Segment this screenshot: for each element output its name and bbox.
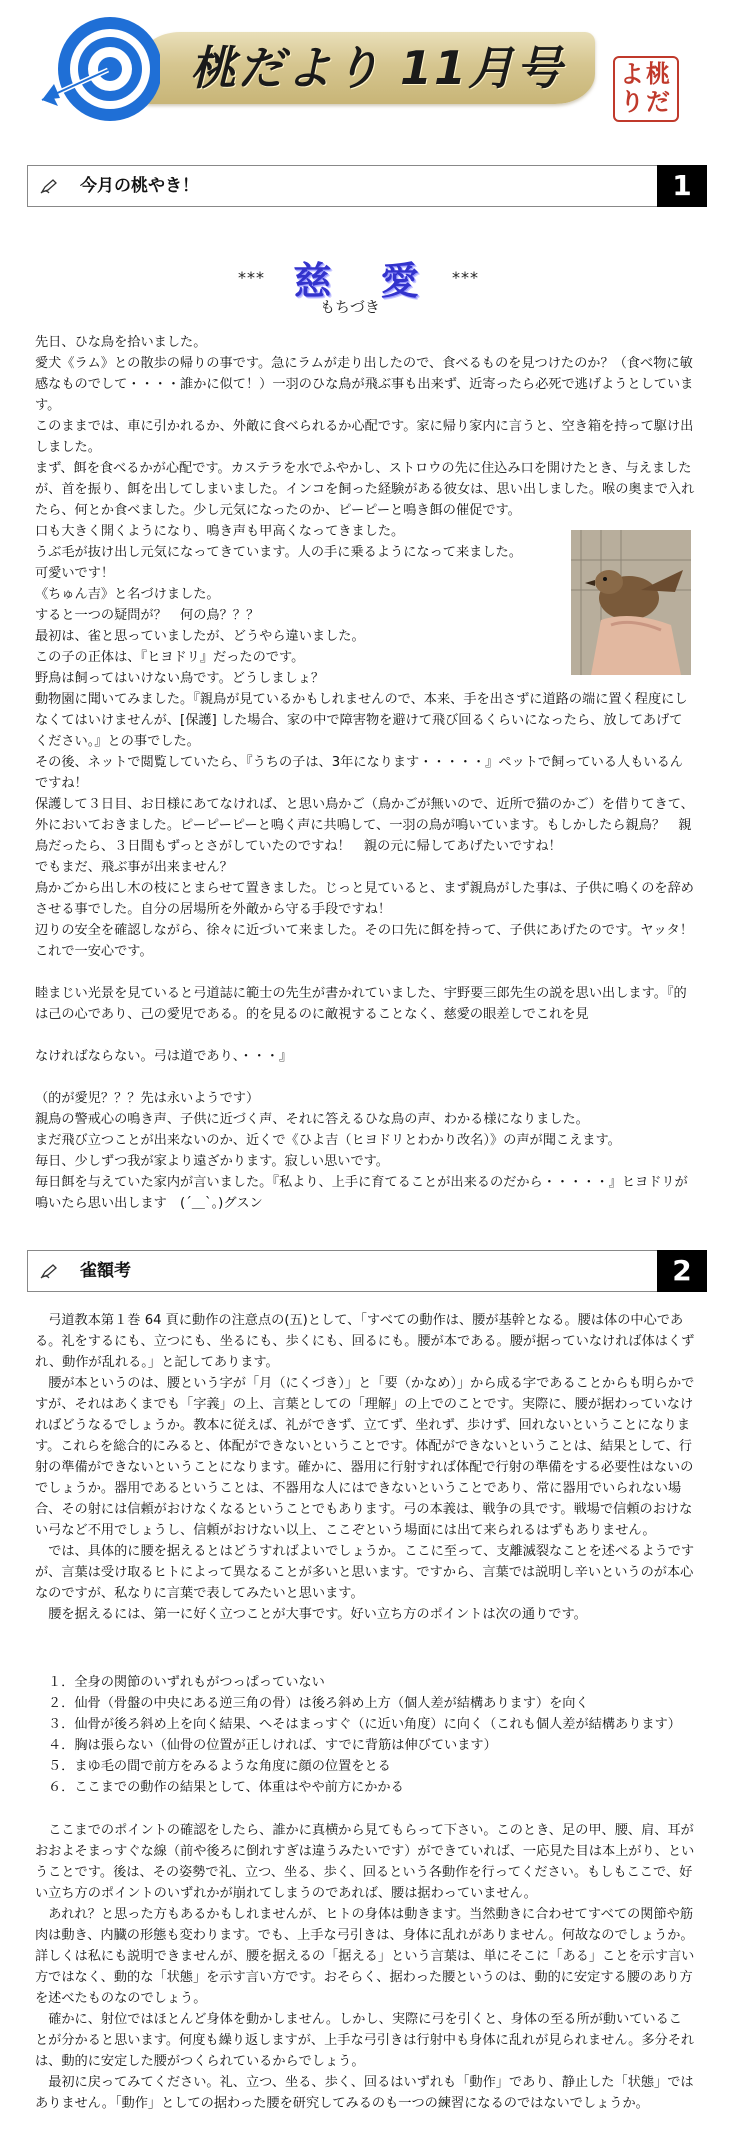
paragraph: 動物園に聞いてみました。『親鳥が見ているかもしれませんので、本来、手を出さずに道路の端に置く程度にしなくてはいけませんが、[保護] した場合、家の中で障害物を避けて飛び回るくらいになったら、放してあげてください。』との事でした。 [35, 692, 688, 749]
paragraph: このままでは、車に引かれるか、外敵に食べられるか心配です。家に帰り家内に言うと、空き箱を持って駆け出しました。 [35, 419, 694, 455]
paragraph: 確かに、射位ではほとんど身体を動かしません。しかし、実際に弓を引くと、身体の至る所が動いていることが分かると思います。何度も繰り返しますが、上手な弓引きは行射中も身体に乱れが見られません。多分それは、動的に安定した腰がつくられているからでしょう。 [35, 2012, 695, 2069]
paragraph: うぶ毛が抜け出し元気になってきています。人の手に乗るようになって来ました。可愛いです！ [35, 545, 522, 581]
list-item: １．全身の関節のいずれもがつっぱっていない [48, 1675, 325, 1690]
section-header-1 [27, 165, 707, 207]
paragraph: その後、ネットで閲覧していたら、『うちの子は、3年になります・・・・・』ペットで飼っている人もいるんですね！ [35, 755, 683, 791]
list-item: ４．胸は張らない（仙骨の位置が正しければ、すでに背筋は伸びています） [48, 1738, 497, 1753]
article-2-body-continued [35, 1820, 695, 2114]
pen-icon [40, 1263, 58, 1279]
seal-char: り [620, 87, 644, 116]
section-title: 雀額考 [80, 1261, 131, 1281]
paragraph: なければならない。弓は道であり、・・・』 [35, 1049, 293, 1064]
section-header-2 [27, 1250, 707, 1292]
paragraph: 先日、ひな鳥を拾いました。 [35, 335, 207, 350]
paragraph: では、具体的に腰を据えるとはどうすればよいでしょうか。ここに至って、支離滅裂なことを述べるようですが、言葉は受け取るヒトによって異なることが多いと思います。ですから、言葉では説明し辛いというのが本心なのですが、私なりに言葉で表してみたいと思います。 [35, 1544, 695, 1601]
paragraph: 口も大きく開くようになり、鳴き声も甲高くなってきました。 [35, 524, 405, 539]
seal-char: だ [646, 87, 670, 116]
paragraph: でもまだ、飛ぶ事が出来ません？ [35, 860, 233, 875]
paragraph: 親鳥の警戒心の鳴き声、子供に近づく声、それに答えるひな鳥の声、わかる様になりました。 [35, 1112, 589, 1127]
paragraph: この子の正体は、『ヒヨドリ』だったのです。 [35, 650, 305, 665]
seal-char: 桃 [646, 59, 670, 88]
narrow-column [35, 542, 535, 689]
paragraph: すると一つの疑問が？ 何の鳥？？？ [35, 608, 260, 623]
paragraph: 辺りの安全を確認しながら、徐々に近づいて来ました。その口先に餌を持って、子供にあげたのです。ヤッタ！これで一安心です。 [35, 923, 694, 959]
paragraph: 野鳥は飼ってはいけない鳥です。どうしましょ？ [35, 671, 325, 686]
paragraph: 睦まじい光景を見ていると弓道誌に範士の先生が書かれていました、宇野要三郎先生の説を思い出します。『的は己の心であり、己の愛児である。的を見るのに敵視することなく、慈愛の眼差しでこれを見 [35, 986, 687, 1022]
paragraph: 毎日餌を与えていた家内が言いました。『私より、上手に育てることが出来るのだから・・・・・』ヒヨドリが鳴いたら思い出します (´＿`。)グスン [35, 1175, 688, 1211]
paragraph: 腰を据えるには、第一に好く立つことが大事です。好い立ち方のポイントは次の通りです。 [48, 1607, 587, 1622]
paragraph: 腰が本というのは、腰という字が「月（にくづき）」と「要（かなめ）」から成る字であることからも明らかですが、それはあくまでも「字義」の上、言葉としての「理解」の上でのことです。実際に、腰が据わっていなければどうなるでしょうか。教本に従えば、礼ができず、立てず、坐れず、歩けず、回れないということになります。これらを総合的にみると、体配ができないということです。体配ができないということは、結果として、行射の準備ができないということになります。確かに、器用に行射すれば体配で行射の準備をする必要性はないのでしょうか。器用であるということは、不器用な人にはできないということであり、常に器用でいられない場合、その射には信頼がおけなくなるということでもあります。弓の本義は、戦争の具です。戦場で信頼のおけない弓など不用でしょうし、信頼がおけない以上、ここぞという場面には出て来られるはずもありません。 [35, 1376, 695, 1538]
paragraph: 毎日、少しずつ我が家より遠ざかります。寂しい思いです。 [35, 1154, 389, 1169]
seal-stamp [613, 56, 679, 122]
title-stars-right: *** [452, 268, 479, 287]
seal-char: よ [620, 59, 644, 88]
list-item: ５．まゆ毛の間で前方をみるような角度に顔の位置をとる [48, 1759, 391, 1774]
list-item: ２．仙骨（骨盤の中央にある逆三角の骨）は後ろ斜め上方（個人差が結構あります）を向く [48, 1696, 589, 1711]
paragraph: 最初に戻ってみてください。礼、立つ、坐る、歩く、回るはいずれも「動作」であり、静止した「状態」ではありません。「動作」としての据わった腰を研究してみるのも一つの練習になるのではないでしょうか。 [35, 2075, 694, 2111]
title-stars-left: *** [238, 268, 265, 287]
paragraph: 弓道教本第１巻 64 頁に動作の注意点の(五)として、「すべての動作は、腰が基幹となる。腰は体の中心である。礼をするにも、立つにも、坐るにも、歩くにも、回るにも。腰が本である。腰が据っていなければ体はくずれ、動作が乱れる。」と記してあります。 [35, 1313, 695, 1370]
list-item: ３．仙骨が後ろ斜め上を向く結果、へそはまっすぐ（に近い角度）に向く（これも個人差が結構あります） [48, 1717, 681, 1732]
paragraph: 最初は、雀と思っていましたが、どうやら違いました。 [35, 629, 365, 644]
section-title: 今月の桃やき！ [80, 176, 199, 196]
pen-icon [40, 178, 58, 194]
article-title: 慈 愛 [293, 258, 437, 303]
paragraph: 愛犬《ラム》との散歩の帰りの事です。急にラムが走り出したので、食べるものを見つけたのか？（食べ物に敏感なものでして・・・・誰かに似て！）一羽のひな鳥が飛ぶ事も出来ず、近寄ったら必死で逃げようとしています。 [35, 356, 694, 413]
bird-photo [571, 530, 691, 675]
newsletter-title: 桃だより 11月号 [190, 41, 565, 95]
section-number: 1 [657, 165, 707, 207]
paragraph: （的が愛児？？？先は永いようです） [35, 1091, 260, 1106]
paragraph: 鳥かごから出し木の枝にとまらせて置きました。じっと見ていると、まず親鳥がした事は、子供に鳴くのを辞めさせる事でした。自分の居場所を外敵から守る手段ですね！ [35, 881, 694, 917]
article-byline: もちづき [320, 298, 380, 316]
section-number: 2 [657, 1250, 707, 1292]
list-item: ６．ここまでの動作の結果として、体重はやや前方にかかる [48, 1780, 404, 1795]
paragraph: まず、餌を食べるかが心配です。カステラを水でふやかし、ストロウの先に住込み口を開けたとき、与えましたが、首を振り、餌を出してしまいました。インコを飼った経験がある彼女は、思い出しました。喉の奥まで入れたら、何とか食べました。少し元気になったのか、ピーピーと鳴き餌の催促です。 [35, 461, 695, 518]
target-logo-icon [40, 14, 160, 124]
paragraph: あれれ？と思った方もあるかもしれませんが、ヒトの身体は動きます。当然動きに合わせてすべての関節や筋肉は動き、内臓の形態も変わります。でも、上手な弓引きは、身体に乱れがありません。何故なのでしょうか。詳しくは私にも説明できませんが、腰を据えるの「据える」という言葉は、単にそこに「ある」ことを示す言い方ではなく、動的な「状態」を示す言い方です。おそらく、据わった腰というのは、動的に安定する腰のあり方を述べたものなのでしょう。 [35, 1907, 695, 2006]
paragraph: 保護して３日目、お日様にあてなければ、と思い鳥かご（鳥かごが無いので、近所で猫のかご）を借りてきて、外においておきました。ピーピーピーと鳴く声に共鳴して、一羽の鳥が鳴いています。もしかしたら親鳥？ 親鳥だったら、３日間もずっとさがしていたのですね！ 親の元に帰してあげたいですね！ [35, 797, 694, 854]
paragraph: ここまでのポイントの確認をしたら、誰かに真横から見てもらって下さい。このとき、足の甲、腰、肩、耳がおおよそまっすぐな線（前や後ろに倒れすぎは違うみたいです）ができていれば、一応見た目は本上がり、ということです。後は、その姿勢で礼、立つ、坐る、歩く、回るという各動作を行ってください。もしもここで、好い立ち方のポイントのいずれかが崩れてしまうのであれば、腰は据わっていません。 [35, 1823, 695, 1901]
paragraph: まだ飛び立つことが出来ないのか、近くで《ひよ吉（ヒヨドリとわかり改名）》の声が聞こえます。 [35, 1133, 621, 1148]
masthead [0, 0, 730, 145]
paragraph: 《ちゅん吉》と名づけました。 [35, 587, 220, 602]
posture-checklist [48, 1672, 688, 1798]
article-2-body [35, 1310, 695, 1625]
article-1-body [35, 332, 695, 1214]
